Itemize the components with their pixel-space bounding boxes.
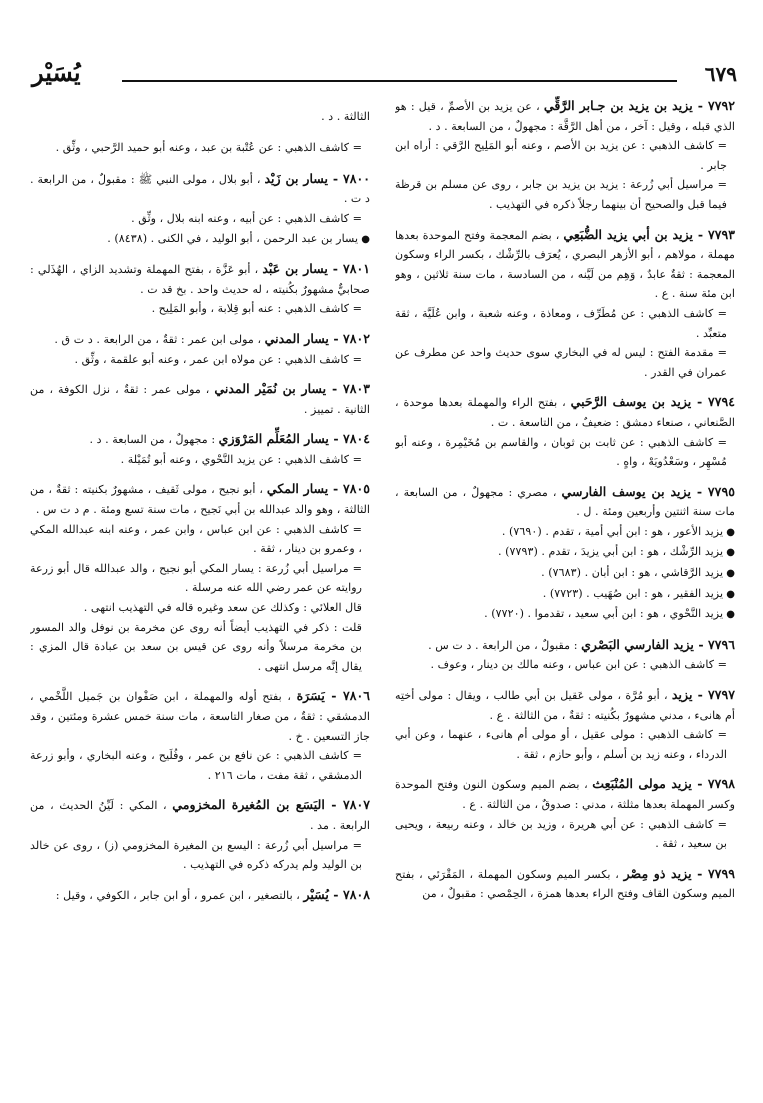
entry-note: = مقدمة الفتح : ليس له في البخاري سوى حديث واحد عن مطرف عن عمران في القدر . — [395, 346, 727, 379]
entry-heading: ٧٧٩٦ - يزيد الفارسي البَصْري — [581, 636, 735, 652]
entry-note: = كاشف الذهبي : عن مُطَرِّف ، ومعاذة ، وعنه شعبة ، وابن عُلَيَّة ، ثقة متعبِّد . — [395, 306, 727, 340]
entry-heading: ٧٧٩٩ - يزيد ذو مِصْر — [623, 865, 735, 881]
entry-note: = مراسيل أبي زُرعة : يسار المكي أبو نجيح ، والد عبدالله قال أبو زرعة روايته عن عمر رضي الله عنه مرسلة . — [30, 561, 362, 595]
page-header — [32, 58, 737, 92]
entry-note: = كاشف الذهبي : عن أبيه ، وعنه ابنه بلال ، وثِّق . — [131, 211, 362, 225]
entry-heading: ٧٨٠٥ - يسار المكي — [266, 481, 370, 497]
entry-note: = كاشف الذهبي : عن يزيد النَّحْوي ، وعنه أبو تُمَيْلة . — [120, 452, 362, 466]
biography-entry — [395, 774, 735, 853]
entry-text: ، أبو نجيح ، مولى ثَقيف ، مشهورٌ بكنيته : ثقةٌ ، من الثالثة ، وهو والد عبدالله بن أبي نَجيح ، مات سنة تسع ومئة . م د ت س . — [30, 483, 370, 517]
biography-entry — [30, 379, 370, 419]
entry-note: = كاشف الذهبي : عن يزيد بن الأصم ، وعنه أبو المَلِيح الرَّقي : أراه ابن جابر . — [395, 139, 727, 172]
entry-heading: ٧٧٩٢ - يزيد بن يزيد بن جـابر الرَّقِّي — [543, 98, 735, 113]
entry-note: = كاشف الذهبي : عنه أبو قِلابة ، وأبو المَلِيح . — [151, 302, 362, 316]
entry-text: : مجهولٌ ، من السابعة . د . — [89, 433, 216, 447]
entry-text: : مقبولٌ ، من الرابعة . د ت س . — [428, 638, 578, 652]
cross-reference: ● يزيد الرِّشْك ، هو : ابن أبي يزيدَ ، تقدم . (٧٧٩٣) . — [395, 542, 735, 563]
entry-text: ، مصري : مجهولٌ ، من السابعة ، مات سنة اثنتين وأربعين ومئة . ل . — [395, 485, 735, 519]
entry-heading: ٧٨٠٦ - يَسَرَة — [296, 688, 370, 704]
entry-note: = كاشف الذهبي : مولى عقيل ، أو مولى أم هانىء ، عنهما ، وعن أبي الدرداء ، وعنه زيد بن أسلم ، وأبو حازم ، ثقة . — [395, 728, 727, 761]
cross-reference: ● يزيد الأعور ، هو : ابن أبي أمية ، تقدم . (٧٦٩٠) . — [395, 522, 735, 543]
entry-heading: ٧٨٠٣ - يسار بن نُمَيْر المدني — [214, 381, 370, 397]
biography-entry — [395, 482, 735, 625]
entry-heading: ٧٧٩٧ - يزيد — [671, 687, 735, 703]
entry-note: = كاشف الذهبي : عن مولاه ابن عمر ، وعنه أبو علقمة ، وثِّق . — [74, 352, 362, 366]
cross-reference: ● يزيد الرَّقاشي ، هو : ابن أبان . (٧٦٨٣) . — [395, 563, 735, 584]
page-number: ٦٧٩ — [704, 62, 737, 86]
biography-entry — [30, 329, 370, 369]
biography-entry — [395, 635, 735, 675]
entry-text: ، أبو مُرَّة ، مولى عَقيل بن أبي طالب ، ويقال : مولى أختِه أم هانىء ، مدني مشهورٌ بكُنيته : ثقةٌ ، من الثالثة . ع . — [395, 689, 735, 722]
entry-note: قلت : ذكر في التهذيب أيضاً أنه روى عن مخرمة بن نوفل والد المسور بن مخرمة مرسلاً وأنه روى عن قيس بن سعد بن عبادة قال المزي : يقال إنَّه مرسل انتهى . — [30, 620, 362, 673]
continued-text: الثالثة . د . — [321, 110, 370, 124]
header-rule — [122, 80, 677, 82]
running-title: يُسَيْر — [32, 58, 81, 87]
biography-entry — [30, 259, 370, 319]
entry-text: ، بضم الميم وسكون النون وفتح الموحدة وكسر المهملة بعدها مثلثة ، مدني : صدوقٌ ، من الثالثة . ع . — [395, 778, 735, 811]
biography-entry — [30, 795, 370, 874]
entry-heading: ٧٨٠١ - يسار بن عَبْد — [262, 261, 370, 277]
entry-note: قال العلائي : وكذلك عن سعد وغيره قاله في التهذيب انتهى . — [83, 601, 362, 615]
entry-text: ، مولى عمر : ثقةٌ ، نزل الكوفة ، من الثانية . تمييز . — [30, 383, 370, 416]
biography-entry — [395, 225, 735, 383]
biography-entry — [395, 864, 735, 904]
biography-entry — [30, 686, 370, 785]
entry-text: ، بفتح أوله والمهملة ، ابن صَفْوان بن جَميل اللَّخْمي ، الدمشقي : ثقةٌ ، من صغار التاسعة ، مات سنة خمس عشرة ومئتين ، وقد جاز التسعين . خ . — [30, 690, 370, 743]
entry-text: ، مولى ابن عمر : ثقةٌ ، من الرابعة . د ت ق . — [54, 332, 262, 346]
entry-note: = كاشف الذهبي : عن ابن عباس ، وعنه مالك بن دينار ، وعوف . — [430, 658, 727, 672]
cross-reference: ● يسار بن عبد الرحمن ، أبو الوليد ، في الكنى . (٨٤٣٨) . — [30, 229, 370, 250]
biography-entry — [30, 429, 370, 469]
entry-heading: ٧٨٠٤ - يسار المُعَلِّم المَرْوَزي — [218, 431, 370, 447]
right-column — [395, 96, 735, 1086]
entry-heading: ٧٧٩٨ - يزيد مولى المُنْبَعِث — [592, 776, 735, 792]
entry-heading: ٧٧٩٤ - يزيد بن يوسف الرَّحَبي — [570, 394, 735, 410]
cross-reference: ● يزيد النَّحْوي ، هو : ابن أبي سعيد ، تقدموا . (٧٧٢٠) . — [395, 604, 735, 625]
entry-text: ، المكي : لَيِّنُ الحديث ، من الرابعة . مد . — [30, 799, 370, 832]
entry-text: ، بفتح الراء والمهملة بعدها موحدة ، الصَّنعاني ، صنعاء دمشق : ضعيفٌ ، من التاسعة . ت . — [395, 396, 735, 429]
entry-note: = كاشف الذهبي : عن أبي هريرة ، وزيد بن خالد ، وعنه ربيعة ، ويحيى بن سعيد ، ثقة . — [395, 817, 727, 851]
entry-heading: ٧٨٠٧ - اليَسَع بن المُغيرة المخزومي — [172, 797, 370, 813]
biography-entry — [395, 392, 735, 471]
entry-text: ، بضم المعجمة وفتح الموحدة بعدها مهملة ، مولاهم ، أبو الأزهر البصري ، يُعرَف بالرِّشْك ، بكسر الراء وسكون المعجمة : ثقةٌ عابدٌ ، وَهِم من لَيَّنه ، من السادسة ، مات سنة ثلاثين ، وهو ابن مئة سنة . ع . — [395, 228, 735, 301]
entry-heading: ٧٨٠٢ - يسار المدني — [264, 330, 370, 346]
biography-entry — [395, 685, 735, 764]
entry-note: = مراسيل أبي زُرعة : اليسع بن المغيرة المخزومي (ز) ، روى عن خالد بن الوليد ولم يدركه ذكره في التهذيب . — [30, 838, 362, 872]
entry-note: = كاشف الذهبي : عن ابن عباس ، وابن عمر ، وعنه ابنه عبدالله المكي ، وعمرو بن دينار ، ثقة . — [30, 522, 362, 556]
continued-entry — [30, 107, 370, 157]
biography-entry — [395, 96, 735, 215]
biography-entry — [30, 169, 370, 249]
left-column — [30, 96, 370, 1086]
biography-entry — [30, 885, 370, 906]
entry-text: ، بكسر الميم وسكون المهملة ، المَقْرَئي ، بفتح الميم وسكون القاف وفتح الراء بعدها همزة ، الحِمْصي : مقبولٌ ، من — [395, 867, 735, 901]
entry-note: = مراسيل أبي زُرعة : يزيد بن يزيد بن جابر ، روى عن مسلم بن قرظة فيما قبل والصحيح أن بينهما رجلاً ذكره في التهذيب . — [395, 178, 727, 211]
entry-note: = كاشف الذهبي : عن ثابت بن ثوبان ، والقاسم بن مُخَيْمِرة ، وعنه أبو مُسْهِر ، وسَعْدُويَهْ ، واهٍ . — [395, 435, 727, 469]
entry-text: ، عن يزيد بن الأصمِّ ، قيل : هو الذي قبله ، وقيل : آخر ، من أهل الرَّقَّة : مجهولٌ ، من السابعة . د . — [395, 100, 735, 133]
cross-reference: ● يزيد الفقير ، هو : ابن صُهَيب . (٧٧٢٣) . — [395, 584, 735, 605]
entry-heading: ٧٨٠٠ - يسار بن زَيْد — [264, 170, 370, 186]
entry-heading: ٧٧٩٥ - يزيد بن يوسف الفارسي — [561, 483, 735, 499]
continued-text: = كاشف الذهبي : عن عُتْبة بن عبد ، وعنه أبو حميد الرَّحبي ، وثِّق . — [55, 140, 362, 154]
entry-text: ، بالتصغير ، ابن عمرو ، أو ابن جابر ، الكوفي ، وقيل : — [55, 888, 300, 902]
biography-entry — [30, 479, 370, 676]
entry-heading: ٧٨٠٨ - يُسَيْر — [303, 886, 370, 902]
entry-heading: ٧٧٩٣ - يزيد بن أبي يزيد الضُّبَعِي — [563, 226, 735, 242]
entry-note: = كاشف الذهبي : عن نافع بن عمر ، وفُلَيح ، وعنه البخاري ، وأبو زرعة الدمشقي ، ثقة مفت ، مات ٢١٦ . — [30, 749, 362, 782]
entry-text: ، أبو عَزَّة ، بفتح المهملة وتشديد الزاي ، الهُذَلي : صحابيٌّ مشهورٌ بكُنيته ، له حديث واحد . بخ قد ت . — [30, 263, 370, 296]
entry-text: ، أبو بلال ، مولى النبي ﷺ : مقبولٌ ، من الرابعة . د ت . — [30, 172, 370, 206]
